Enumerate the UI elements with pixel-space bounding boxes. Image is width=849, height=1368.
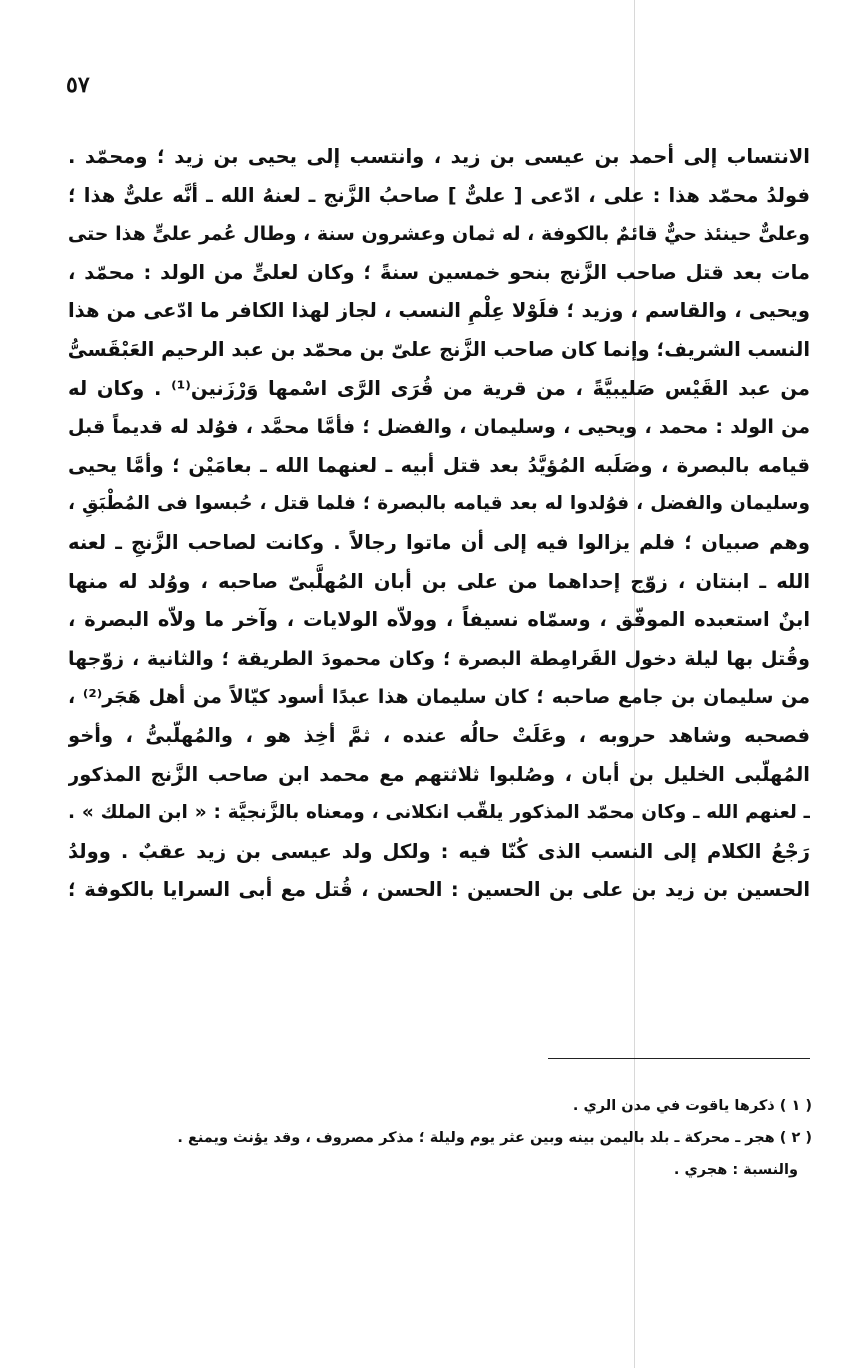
text-line: ـ لعنهم الله ـ وكان محمّد المذكور يلقّب انكلانى ، ومعناه بالزَّنجيَّة : « ابن الملك » .	[68, 802, 810, 824]
text-line: وسليمان والفضل ، فوُلدوا له بعد قيامه بالبصرة ؛ فلما قتل ، حُبسوا فى المُطْبَقِ ،	[68, 493, 810, 515]
footnotes-block	[20, 1090, 812, 1186]
text-line: قيامه بالبصرة ، وصَلَبه المُؤيَّدُ بعد قتل أبيه ـ لعنهما الله ـ بعامَيْن ؛ وأمَّا يحيى	[68, 453, 810, 477]
footnote-2-continuation: والنسبة : هجري .	[673, 1162, 798, 1178]
text-line: النسب الشريف؛ وإنما كان صاحب الزَّنج علىّ بن محمّد بن عبد الرحيم العَبْقَسىُّ	[68, 337, 810, 361]
footnote-1: ( ١ ) ذكرها ياقوت في مدن الري .	[572, 1098, 812, 1114]
text-line: ويحيى ، والقاسم ، وزيد ؛ فلَوْلا عِلْمِ النسب ، لجاز لهذا الكافر ما ادّعى من هذا	[68, 299, 810, 323]
text-line: الحسين بن زيد بن على بن الحسين : الحسن ، قُتل مع أبى السرايا بالكوفة ؛	[68, 878, 810, 902]
main-text-block	[68, 138, 810, 910]
text-line: الانتساب إلى أحمد بن عيسى بن زيد ، وانتسب إلى يحيى بن زيد ؛ ومحمّد .	[68, 145, 810, 168]
text-line: رَجْعُ الكلام إلى النسب الذى كُنّا فيه : ولكل ولد عيسى بن زيد عقبٌ . وولدُ	[68, 839, 810, 863]
footnote-2: ( ٢ ) هجر ـ محركة ـ بلد باليمن بينه وبين عثر يوم وليلة ؛ مذكر مصروف ، وقد يؤنث ويمنع .	[177, 1130, 812, 1146]
text-line: فولدُ محمّد هذا : على ، ادّعى [ علىٌّ ] صاحبُ الزَّنج ـ لعنهُ الله ـ أنَّه علىٌّ هذا ؛	[68, 183, 810, 207]
text-line: الله ـ ابنتان ، زوّج إحداهما من على بن أبان المُهلَّبىّ صاحبه ، ووُلد له منها	[68, 569, 810, 593]
footnote-separator	[548, 1058, 810, 1059]
text-line: من عبد القَيْس صَليبيَّةً ، من قرية من قُرَى الرَّى اسْمها وَرْزَنين⁽¹⁾ . وكان له	[68, 376, 810, 400]
text-line: من سليمان بن جامع صاحبه ؛ كان سليمان هذا عبدًا أسود كيّالاً من أهل هَجَر⁽²⁾ ،	[68, 686, 810, 709]
text-line: وقُتل بها ليلة دخول القَرامِطة البصرة ؛ وكان محمودَ الطريقة ؛ والثانية ، زوّجها	[68, 647, 810, 670]
text-line: فصحبه وشاهد حروبه ، وعَلَتْ حالُه عنده ، ثمَّ أخِذ هو ، والمُهلّبىُّ ، وأخو	[68, 723, 810, 747]
text-line: مات بعد قتل صاحب الزَّنج بنحو خمسين سنةً ؛ وكان لعلىٍّ من الولد : محمّد ،	[68, 260, 810, 284]
text-line: ابنٌ استعبده الموفّق ، وسمّاه نسيفاً ، وولاّه الولايات ، وآخر ما ولاّه البصرة ،	[68, 608, 810, 632]
text-line: وعلىٌّ حينئذ حيٌّ قائمٌ بالكوفة ، له ثمان وعشرون سنة ، وطال عُمر علىٍّ هذا حتى	[68, 223, 810, 246]
text-line: وهم صبيان ؛ فلم يزالوا فيه إلى أن ماتوا رجالاً . وكانت لصاحب الزَّنجِ ـ لعنه	[68, 530, 810, 554]
text-line: المُهلّبى الخليل بن أبان ، وصُلبوا ثلاثتهم مع محمد ابن صاحب الزَّنج المذكور	[68, 762, 810, 786]
text-line: من الولد : محمد ، ويحيى ، وسليمان ، والفضل ؛ فأمَّا محمَّد ، فوُلد له قديماً قبل	[68, 416, 810, 439]
page-number: ٥٧	[66, 72, 90, 98]
